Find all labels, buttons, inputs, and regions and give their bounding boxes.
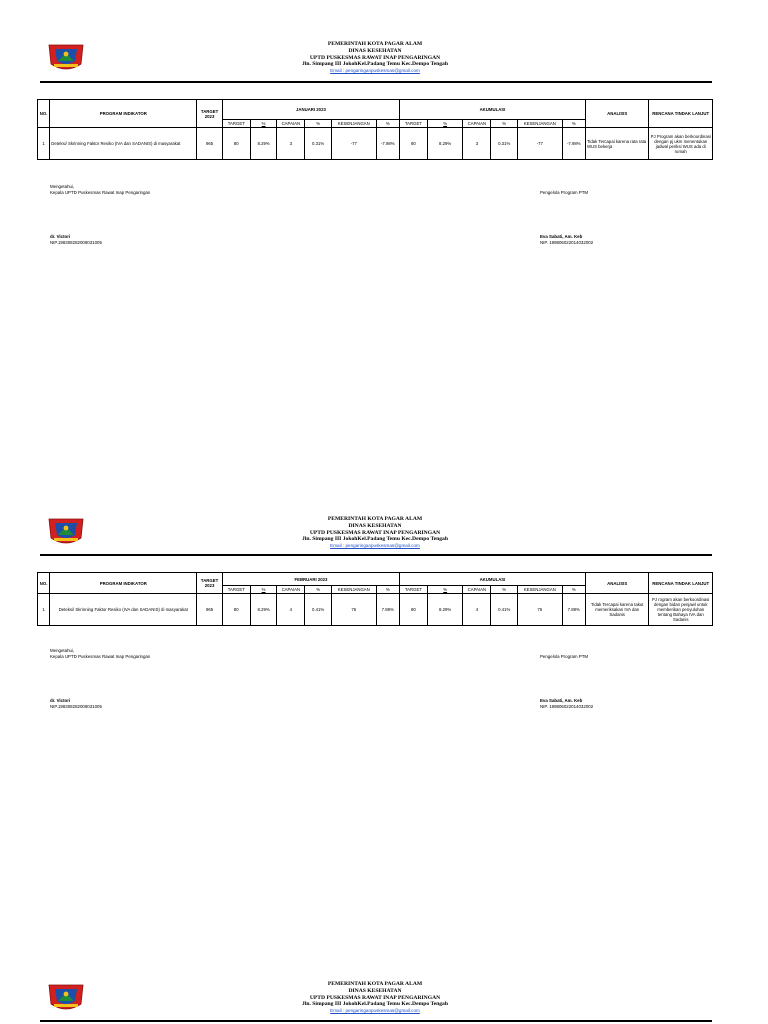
cell-acc-target: 80 (399, 594, 427, 626)
pagar-alam-emblem-icon (48, 982, 84, 1012)
sub-pct-target: % (250, 120, 277, 128)
report-page-january (0, 0, 768, 490)
cell-no: 1 (38, 128, 50, 160)
cell-acc-capaian: 4 (463, 594, 491, 626)
signature-left (50, 648, 150, 710)
pengelola-title: Pengelola Program PTM (540, 654, 589, 659)
col-month: JANUARI 2023 (222, 100, 399, 120)
sub-target: TARGET (222, 586, 250, 594)
col-no: NO. (38, 100, 50, 128)
signature-right (540, 190, 593, 246)
kepala-name: dr. Victori (50, 698, 71, 703)
letterhead-address: Jln. Simpang III JokohKel.Padang Temu Kec.Dempo Tengah (302, 536, 448, 543)
col-month: FEBRUARI 2023 (222, 573, 399, 586)
sub-capaian: CAPAIAN (463, 586, 491, 594)
cell-acc-capaian: 3 (463, 128, 491, 160)
table-row (38, 594, 713, 626)
sub-pct: % (305, 120, 332, 128)
kepala-nip: NIP.198308282009031005 (50, 240, 102, 245)
cell-acc-target: 80 (399, 128, 427, 160)
letterhead-address: Jln. Simpang III JokohKel.Padang Temu Kec.Dempo Tengah (302, 61, 448, 68)
sub-pct-gap: % (562, 586, 585, 594)
col-akumulasi: AKUMULASI (399, 100, 585, 120)
letterhead-department: DINAS KESEHATAN (348, 47, 402, 54)
cell-acc-gap-pct: 7.88% (562, 594, 585, 626)
cell-acc-pct: 0.31% (491, 128, 518, 160)
col-target-year: TARGET 2023 (197, 100, 223, 128)
letterhead-government: PEMERINTAH KOTA PAGAR ALAM (327, 41, 423, 47)
signature-left (50, 184, 150, 246)
letterhead-government: PEMERINTAH KOTA PAGAR ALAM (327, 516, 423, 522)
kepala-nip: NIP.198308282009031005 (50, 704, 102, 709)
cell-acc-pct: 0.41% (491, 594, 518, 626)
letterhead-government: PEMERINTAH KOTA PAGAR ALAM (327, 981, 423, 987)
cell-month-pct-target: 8.29% (250, 128, 277, 160)
pengelola-nip: NIP. 199806022014032002 (540, 240, 594, 245)
sub-pct-target: % (427, 120, 463, 128)
sub-target: TARGET (222, 120, 250, 128)
mengetahui-label: Mengetahui, (50, 648, 75, 653)
letterhead-email-link[interactable]: Email : pengaringanpuskesmas@gmail.com (330, 543, 420, 549)
letterhead-divider (40, 1020, 712, 1022)
letterhead (230, 516, 520, 550)
col-no: NO. (38, 573, 50, 594)
col-akumulasi: AKUMULASI (399, 573, 585, 586)
sub-pct: % (491, 120, 518, 128)
sub-target: TARGET (399, 586, 427, 594)
col-program: PROGRAM INDIKATOR (50, 573, 197, 594)
sub-pct-gap: % (562, 120, 585, 128)
cell-target-year: 965 (197, 128, 223, 160)
cell-acc-gap-pct: -7.98% (562, 128, 585, 160)
pagar-alam-emblem-icon (48, 516, 84, 546)
cell-month-pct-target: 8.29% (250, 594, 277, 626)
sub-pct-target: % (427, 586, 463, 594)
cell-analisis: Tidak Tercapai karena takut memeriksakan IVA dan Sadanis (585, 594, 648, 626)
pengelola-name: Eva Sabati, Am. Keb (540, 698, 583, 703)
letterhead-department: DINAS KESEHATAN (348, 522, 402, 529)
sub-kesenjangan: KESENJANGAN (518, 120, 563, 128)
cell-target-year: 965 (197, 594, 223, 626)
cell-month-gap-pct: -7.98% (376, 128, 399, 160)
letterhead-email-link[interactable]: Email : pengaringanpuskesmas@gmail.com (330, 68, 420, 74)
letterhead-divider (40, 554, 712, 556)
col-analisis: ANALISIS (585, 573, 648, 594)
sub-pct: % (491, 586, 518, 594)
sub-capaian: CAPAIAN (277, 586, 305, 594)
cell-month-pct: 0.31% (305, 128, 332, 160)
sub-capaian: CAPAIAN (463, 120, 491, 128)
letterhead-divider (40, 81, 712, 83)
report-table (37, 572, 713, 626)
cell-month-capaian: 4 (277, 594, 305, 626)
kepala-title: Kepala UPTD Puskesmas Rawat Inap Pengaringan (50, 654, 151, 659)
signature-right (540, 654, 593, 710)
col-target-year: TARGET 2023 (197, 573, 223, 594)
letterhead (230, 41, 520, 75)
letterhead-address: Jln. Simpang III JokohKel.Padang Temu Kec.Dempo Tengah (302, 1001, 448, 1008)
kepala-name: dr. Victori (50, 234, 71, 239)
sub-pct-gap: % (376, 586, 399, 594)
cell-month-target: 80 (222, 594, 250, 626)
col-rtl: RENCANA TINDAK LANJUT (649, 100, 713, 128)
sub-capaian: CAPAIAN (277, 120, 305, 128)
cell-month-gap-pct: 7.88% (376, 594, 399, 626)
cell-acc-pct-target: 8.29% (427, 594, 463, 626)
cell-program: Deteksi/ Skrinning Faktor Resiko (IVA dan SADANIS) di masyarakat (50, 594, 197, 626)
cell-month-gap: -77 (332, 128, 377, 160)
col-rtl: RENCANA TINDAK LANJUT (649, 573, 713, 594)
col-program: PROGRAM INDIKATOR (50, 100, 197, 128)
cell-analisis: Tidak Tercapai karena rata rata WUS bekerja (585, 128, 648, 160)
cell-month-capaian: 3 (277, 128, 305, 160)
letterhead-email-link[interactable]: Email : pengaringanpuskesmas@gmail.com (330, 1008, 420, 1014)
sub-pct: % (305, 586, 332, 594)
cell-acc-gap: -77 (518, 128, 563, 160)
cell-acc-gap: 76 (518, 594, 563, 626)
mengetahui-label: Mengetahui, (50, 184, 75, 189)
sub-kesenjangan: KESENJANGAN (332, 586, 377, 594)
cell-program: Deteksi/ Skrinning Faktor Resiko (IVA dan SADANIS) di masyarakat (50, 128, 197, 160)
sub-kesenjangan: KESENJANGAN (518, 586, 563, 594)
letterhead-facility: UPTD PUSKESMAS RAWAT INAP PENGARINGAN (309, 529, 441, 536)
cell-rtl: PJ rogram akan berkoordinasi dengan bidan penjawl untuk memberikan penyuluhan tentang Bahaya IVA dan Sadanis (649, 594, 713, 626)
kepala-title: Kepala UPTD Puskesmas Rawat Inap Pengaringan (50, 190, 151, 195)
pengelola-title: Pengelola Program PTM (540, 190, 589, 195)
cell-month-target: 80 (222, 128, 250, 160)
letterhead (230, 981, 520, 1015)
cell-month-pct: 0.41% (305, 594, 332, 626)
col-analisis: ANALISIS (585, 100, 648, 128)
report-table (37, 99, 713, 160)
report-page-next (0, 940, 768, 1024)
report-page-february (0, 474, 768, 964)
cell-acc-pct-target: 8.29% (427, 128, 463, 160)
sub-target: TARGET (399, 120, 427, 128)
pagar-alam-emblem-icon (48, 42, 84, 72)
cell-rtl: PJ Program akan berkoordinasi dengan pj ukm menentukan jadwal periksi WUS ada di rumah (649, 128, 713, 160)
sub-kesenjangan: KESENJANGAN (332, 120, 377, 128)
cell-month-gap: 76 (332, 594, 377, 626)
table-row (38, 128, 713, 160)
pengelola-nip: NIP. 199806022014032002 (540, 704, 594, 709)
letterhead-facility: UPTD PUSKESMAS RAWAT INAP PENGARINGAN (309, 994, 441, 1001)
pengelola-name: Eva Sabati, Am. Keb (540, 234, 583, 239)
sub-pct-gap: % (376, 120, 399, 128)
letterhead-department: DINAS KESEHATAN (348, 987, 402, 994)
cell-no: 1 (38, 594, 50, 626)
sub-pct-target: % (250, 586, 277, 594)
letterhead-facility: UPTD PUSKESMAS RAWAT INAP PENGARINGAN (309, 54, 441, 61)
